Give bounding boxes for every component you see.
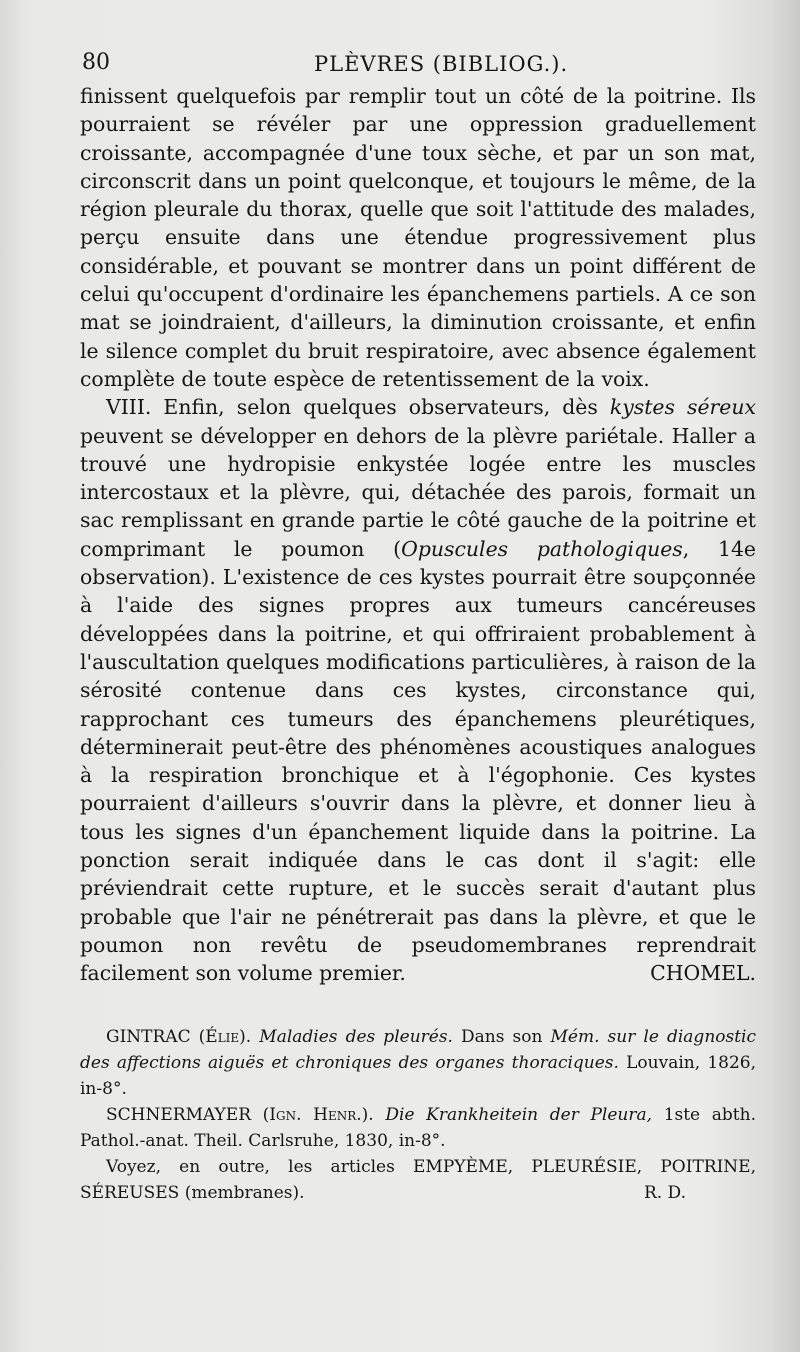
paragraph-2-part-c: , 14e observation). L'existence de ces kystes pourrait être soupçonnée à l'aide des signes propres aux tumeurs cancéreuses développées dans la poitrine, et qui offriraient probablement à l'auscultation quelques modifications particulières, à raison de la sérosité contenue dans ces kystes, circonstance qui, rapprochant ces tumeurs des épanchemens pleurétiques, déterminerait peut-être des phénomènes acoustiques analogues à la respiration bronchique et à l'égophonie. Ces kystes pourraient d'ailleurs s'ouvrir dans la plèvre, et donner lieu à tous les signes d'un épanchement liquide dans la poitrine. La ponction serait indiquée dans le cas dont il s'agit: elle préviendrait cette rupture, et le succès serait d'autant plus probable que l'air ne pénétrerait pas dans la plèvre, et que le poumon non revêtu de pseudomembranes reprendrait facilement son volume premier. <box>80 536 756 986</box>
paragraph-2-part-b: peuvent se développer en dehors de la plèvre pariétale. Haller a trouvé une hydropisie enkystée logée entre les muscles intercostaux et la plèvre, qui, détachée des parois, formait un sac remplissant en grande partie le côté gauche de la poitrine et comprimant le poumon ( <box>80 423 756 561</box>
biblio-3-text: Voyez, en outre, les articles EMPYÈME, PLEURÉSIE, POITRINE, SÉREUSES (membranes). <box>80 1157 756 1203</box>
main-text <box>80 82 756 988</box>
biblio-2-author: SCHNERMAYER (Ign. Henr.). <box>106 1105 374 1125</box>
italic-kystes-sereux: kystes séreux <box>609 395 756 420</box>
biblio-1-title: Maladies des pleurés. <box>259 1027 453 1047</box>
paragraph-2-part-a: VIII. Enfin, selon quelques observateurs, dès <box>106 395 610 420</box>
biblio-entry-2 <box>80 1102 756 1154</box>
bibliography <box>80 1024 756 1206</box>
italic-opuscules: Opuscules pathologiques <box>401 536 683 561</box>
paragraph-2 <box>80 393 756 987</box>
page-header <box>82 50 762 80</box>
biblio-entry-1 <box>80 1024 756 1102</box>
biblio-1-work: Mém. sur le diagnostic des affections aiguës et chroniques des organes thoraciques. <box>80 1027 757 1073</box>
paragraph-1: finissent quelquefois par remplir tout un côté de la poitrine. Ils pourraient se révéler par une oppression graduellement croissante, accompagnée d'une toux sèche, et par un son mat, circonscrit dans un point quelconque, et toujours le même, de la région pleurale du thorax, quelle que soit l'attitude des malades, perçu ensuite dans une étendue progressivement plus considérable, et pouvant se montrer dans un point différent de celui qu'occupent d'ordinaire les épanchemens partiels. A ce son mat se joindraient, d'ailleurs, la diminution croissante, et enfin le silence complet du bruit respiratoire, avec absence également complète de toute espèce de retentissement de la voix. <box>80 84 756 391</box>
biblio-1-mid: Dans son <box>452 1027 551 1047</box>
signature: CHOMEL. <box>650 961 756 986</box>
biblio-1-author: GINTRAC (Élie). <box>106 1027 252 1047</box>
page-number: 80 <box>82 50 110 75</box>
running-title: PLÈVRES (BIBLIOG.). <box>314 52 569 76</box>
biblio-2-title: Die Krankheitein der Pleura, <box>385 1105 653 1125</box>
biblio-entry-3 <box>80 1154 756 1206</box>
biblio-1-end: Louvain, 1826, in-8°. <box>80 1053 756 1099</box>
biblio-3-initials: R. D. <box>643 1183 686 1203</box>
biblio-2-end: 1ste abth. Pathol.-anat. Theil. Carlsruhe, 1830, in-8°. <box>80 1105 756 1151</box>
